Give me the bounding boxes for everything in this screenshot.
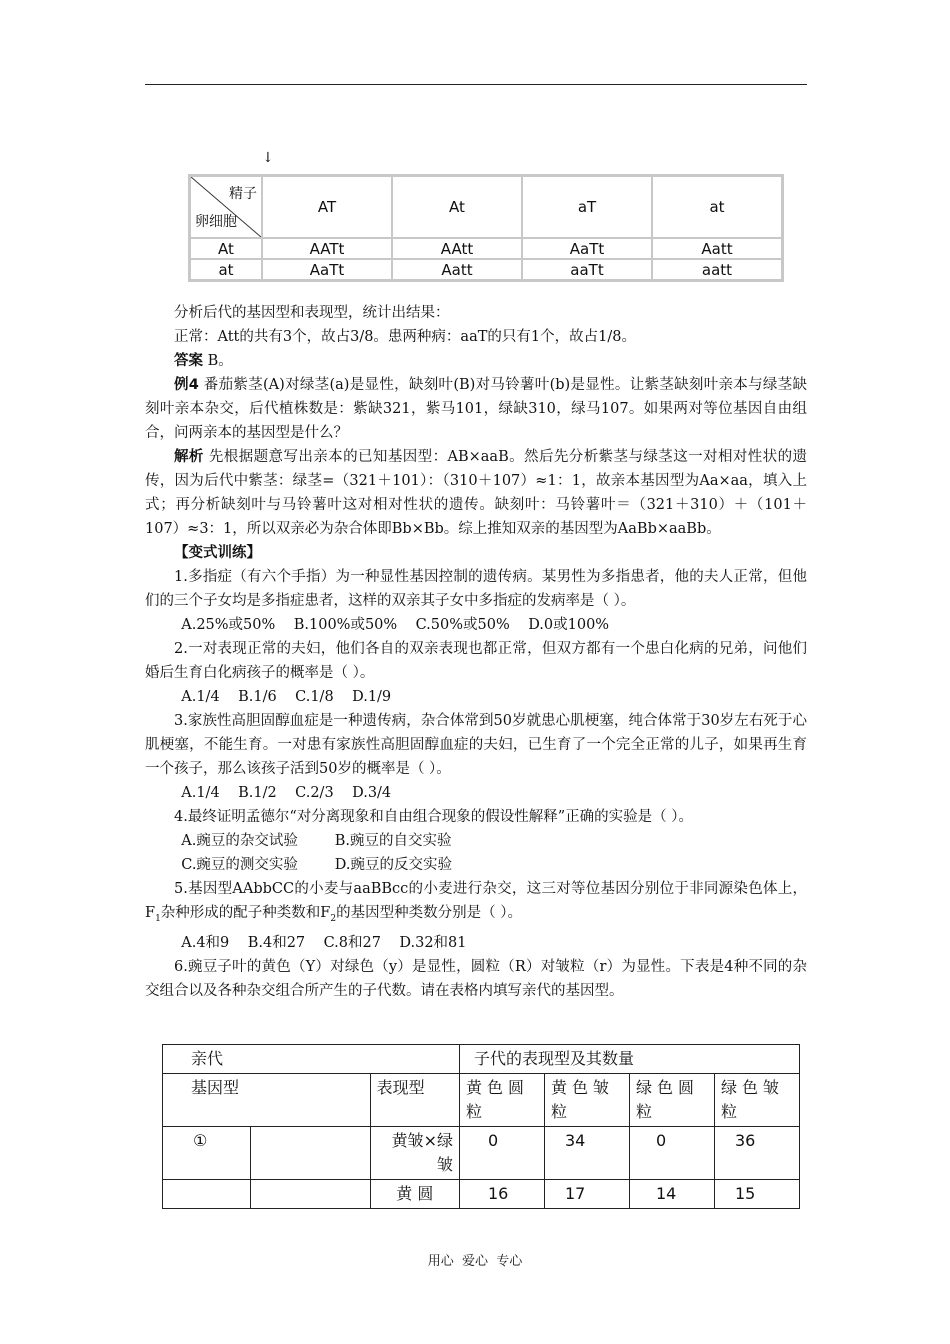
q5-text: 的基因型种类数分别是（ ）。 bbox=[336, 905, 522, 921]
page-footer: 用心 爱心 专心 bbox=[427, 1254, 523, 1269]
count-cell: 0 bbox=[630, 1127, 715, 1180]
question-4: 4.最终证明孟德尔“对分离现象和自由组合现象的假设性解释”正确的实验是（ ）。 bbox=[174, 809, 694, 825]
section-title: 【变式训练】 bbox=[174, 545, 261, 561]
question-6: 6.豌豆子叶的黄色（Y）对绿色（y）是显性，圆粒（R）对皱粒（r）为显性。下表是4种不同的杂交组合以及各种杂交组合所产生的子代数。请在表格内填写亲代的基因型。 bbox=[145, 958, 807, 999]
cell: aatt bbox=[652, 259, 783, 281]
table-row bbox=[190, 238, 783, 259]
analysis-paragraph bbox=[145, 445, 807, 541]
section-heading bbox=[145, 541, 807, 565]
example-text: 番茄紫茎(A)对绿茎(a)是显性，缺刻叶(B)对马铃薯叶(b)是显性。让紫茎缺刻叶亲本与绿茎缺刻叶亲本杂交，后代植株数是：紫缺321，紫马101，绿缺310，绿马107。如果两对等位基因自由组合，问两亲本的基因型是什么？ bbox=[145, 377, 807, 441]
question-1: 1.多指症（有六个手指）为一种显性基因控制的遗传病。某男性为多指患者，他的夫人正常，但他们的三个子女均是多指症患者，这样的双亲其子女中多指症的发病率是（ ）。 bbox=[145, 569, 807, 609]
question-5-options: A.4和9 B.4和27 C.8和27 D.32和81 bbox=[181, 934, 467, 951]
header-rule bbox=[145, 84, 807, 85]
cell: AaTt bbox=[262, 259, 392, 281]
phenotype-header: 表现型 bbox=[370, 1074, 459, 1127]
cell: AATt bbox=[262, 238, 392, 259]
col-header: aT bbox=[522, 176, 652, 239]
col-header: at bbox=[652, 176, 783, 239]
question-2-options: A.1/4 B.1/6 C.1/8 D.1/9 bbox=[181, 689, 392, 705]
answer-paragraph bbox=[145, 349, 807, 373]
phenotype-cell: 黄皱×绿皱 bbox=[370, 1127, 459, 1180]
col-header: 绿色圆粒 bbox=[630, 1074, 715, 1127]
body-text bbox=[145, 301, 807, 1003]
genotype-cell bbox=[250, 1180, 370, 1209]
table-row bbox=[190, 259, 783, 281]
table-row bbox=[163, 1045, 800, 1074]
row-number bbox=[163, 1180, 251, 1209]
row-header: At bbox=[190, 238, 263, 259]
col-header: 绿色皱粒 bbox=[715, 1074, 800, 1127]
cross-table bbox=[162, 1044, 800, 1209]
q5-text: 5.基因型AAbbCC的小麦与aaBBcc的小麦进行杂交，这三对等位基因分别位于非同源染色体上，F bbox=[145, 881, 807, 921]
count-cell: 17 bbox=[545, 1180, 630, 1209]
genotype-cell bbox=[250, 1127, 370, 1180]
count-cell: 34 bbox=[545, 1127, 630, 1180]
table-row bbox=[163, 1180, 800, 1209]
answer-label: 答案 bbox=[174, 353, 203, 369]
cell: AAtt bbox=[392, 238, 522, 259]
cell: Aatt bbox=[652, 238, 783, 259]
q5-text: 杂种形成的配子种类数和F bbox=[160, 905, 331, 921]
down-arrow-icon: ↓ bbox=[262, 150, 274, 166]
table-row bbox=[163, 1127, 800, 1180]
example-label: 例4 bbox=[174, 377, 199, 393]
question-3: 3.家族性高胆固醇血症是一种遗传病，杂合体常到50岁就患心肌梗塞，纯合体常于30岁左右死于心肌梗塞，不能生育。一对患有家族性高胆固醇血症的夫妇，已生育了一个完全正常的儿子，如果再生育一个孩子，那么该孩子活到50岁的概率是（ ）。 bbox=[145, 713, 807, 777]
subscript: 2 bbox=[330, 913, 337, 924]
genotype-header: 基因型 bbox=[163, 1074, 371, 1127]
phenotype-cell: 黄 圆 bbox=[370, 1180, 459, 1209]
paragraph: 正常：Att的共有3个，故占3/8。患两种病：aaT的只有1个，故占1/8。 bbox=[174, 329, 636, 345]
question-1-options: A.25%或50% B.100%或50% C.50%或50% D.0或100% bbox=[181, 617, 610, 633]
row-header: at bbox=[190, 259, 263, 281]
count-cell: 0 bbox=[460, 1127, 545, 1180]
question-4-options-cd: C.豌豆的测交实验 D.豌豆的反交实验 bbox=[181, 857, 453, 873]
cell: AaTt bbox=[522, 238, 652, 259]
col-header: At bbox=[392, 176, 522, 239]
count-cell: 16 bbox=[460, 1180, 545, 1209]
table-row bbox=[163, 1074, 800, 1127]
count-cell: 14 bbox=[630, 1180, 715, 1209]
question-5 bbox=[145, 877, 807, 931]
count-cell: 36 bbox=[715, 1127, 800, 1180]
punnett-corner bbox=[190, 176, 263, 239]
example-4 bbox=[145, 373, 807, 445]
paragraph: 分析后代的基因型和表现型，统计出结果： bbox=[174, 305, 450, 321]
cell: aaTt bbox=[522, 259, 652, 281]
col-header: AT bbox=[262, 176, 392, 239]
col-header: 黄色圆粒 bbox=[460, 1074, 545, 1127]
egg-label: 卵细胞 bbox=[195, 214, 237, 230]
offspring-header: 子代的表现型及其数量 bbox=[460, 1045, 800, 1074]
question-2: 2.一对表现正常的夫妇，他们各自的双亲表现也都正常，但双方都有一个患白化病的兄弟，问他们婚后生育白化病孩子的概率是（ ）。 bbox=[145, 641, 807, 681]
question-3-options: A.1/4 B.1/2 C.2/3 D.3/4 bbox=[181, 785, 392, 801]
answer-text: B。 bbox=[203, 353, 233, 369]
subscript: 1 bbox=[155, 913, 161, 924]
cell: Aatt bbox=[392, 259, 522, 281]
row-number: ① bbox=[163, 1127, 251, 1180]
analysis-label: 解析 bbox=[174, 449, 204, 465]
analysis-text: 先根据题意写出亲本的已知基因型：AB×aaB。然后先分析紫茎与绿茎这一对相对性状的遗传，因为后代中紫茎：绿茎=（321＋101）：（310＋107）≈1：1，故亲本基因型为Aa×aa，填入上式；再分析缺刻叶与马铃薯叶这对相对性状的遗传。缺刻叶：马铃薯叶＝（321＋310）＋（101＋107）≈3：1，所以双亲必为杂合体即Bb×Bb。综上推知双亲的基因型为AaBb×aaBb。 bbox=[145, 449, 808, 537]
parent-header: 亲代 bbox=[163, 1045, 460, 1074]
col-header: 黄色皱粒 bbox=[545, 1074, 630, 1127]
sperm-label: 精子 bbox=[229, 186, 257, 202]
question-4-options-ab: A.豌豆的杂交试验 B.豌豆的自交实验 bbox=[181, 833, 452, 849]
count-cell: 15 bbox=[715, 1180, 800, 1209]
punnett-square bbox=[188, 174, 784, 282]
